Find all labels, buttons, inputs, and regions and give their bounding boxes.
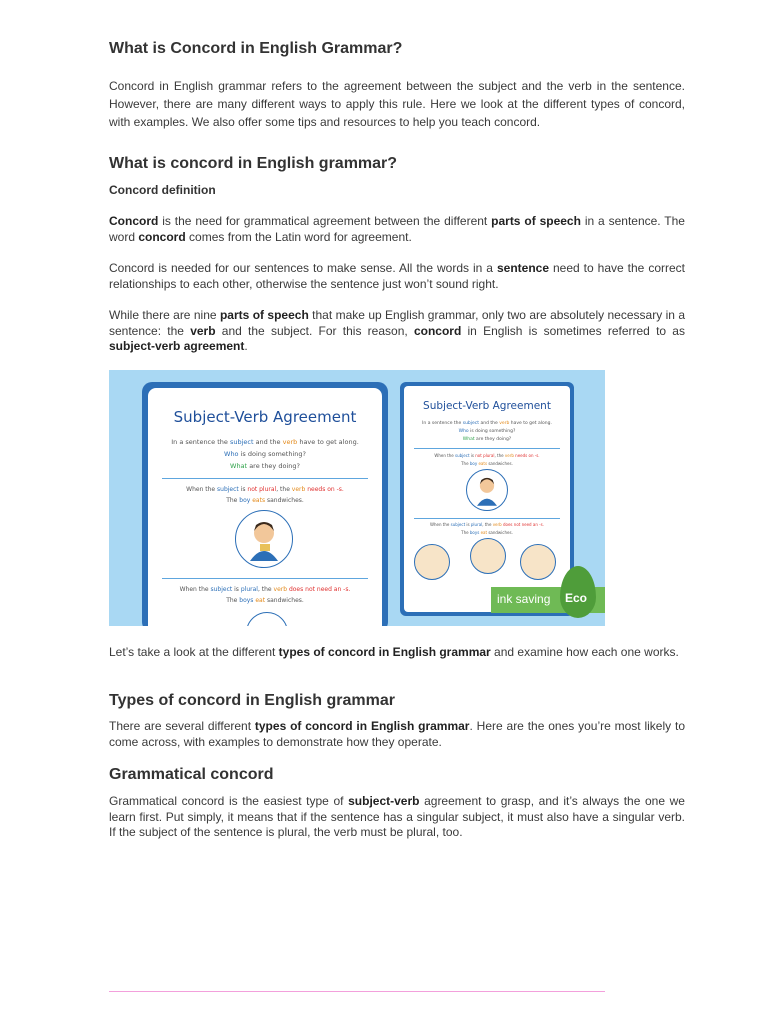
- small-poster: Subject-Verb Agreement In a sentence the subject and the verb have to get along. Who is doing something? What are they doing? When the subject is not plural, the verb needs on -s. The boy eats sandwiches. When the subject is plural, the verb does not need an -s. The boys eat sandwiches.: [400, 382, 574, 616]
- kid-illustration-2: [470, 538, 506, 574]
- grammatical-concord-paragraph: Grammatical concord is the easiest type of subject-verb agreement to grasp, and it’s always the one we learn first. Put simply, it means that if the sentence has a singular subject, it must also have a singular verb. If the subject of the sentence is plural, the verb must be plural, too.: [109, 794, 685, 839]
- boy-icon: [236, 511, 292, 567]
- definition-paragraph: Concord is the need for grammatical agreement between the different parts of speech in a sentence. The word concord comes from the Latin word for agreement.: [109, 214, 685, 244]
- concord-definition-heading: Concord definition: [109, 183, 216, 197]
- types-intro-paragraph: Let’s take a look at the different types of concord in English grammar and examine how each one works.: [109, 645, 679, 659]
- poster-rule-1: When the subject is not plural, the verb needs on -s.: [186, 486, 344, 493]
- poster-title: Subject-Verb Agreement: [173, 408, 357, 426]
- section-heading-types: Types of concord in English grammar: [109, 692, 395, 709]
- poster-example-1: The boy eats sandwiches.: [226, 497, 304, 504]
- poster-line-3: What are they doing?: [230, 462, 300, 470]
- parts-of-speech-paragraph: While there are nine parts of speech that make up English grammar, only two are absolutely necessary in a sentence: the verb and the subject. For this reason, concord in English is sometimes referred to as subject-verb agreement.: [109, 308, 685, 353]
- types-paragraph: There are several different types of concord in English grammar. Here are the ones you’re most likely to come across, with examples to demonstrate how they operate.: [109, 719, 685, 749]
- poster-line-1: In a sentence the subject and the verb have to get along.: [171, 438, 359, 446]
- boy-eating-illustration: [235, 510, 293, 568]
- sense-paragraph: Concord is needed for our sentences to make sense. All the words in a sentence need to have the correct relationships to each other, otherwise the sentence just won’t sound right.: [109, 261, 685, 291]
- small-poster-title: Subject-Verb Agreement: [423, 400, 551, 412]
- kid-illustration-1: [414, 544, 450, 580]
- intro-paragraph: Concord in English grammar refers to the agreement between the subject and the verb in the sentence. However, there are many different ways to apply this rule. Here we look at the different types of concord, with examples. We also offer some tips and resources to help you teach concord.: [109, 79, 685, 129]
- boy-icon: [467, 470, 507, 510]
- poster-rule-2: When the subject is plural, the verb does not need an -s.: [179, 586, 351, 593]
- section-heading-what-is-concord: What is concord in English grammar?: [109, 155, 398, 172]
- large-poster: [142, 382, 388, 626]
- ink-saving-badge: ink saving: [491, 587, 605, 613]
- section-heading-grammatical-concord: Grammatical concord: [109, 766, 274, 783]
- poster-line-2: Who is doing something?: [224, 450, 306, 458]
- eco-leaf-icon: Eco: [560, 566, 596, 618]
- footer-divider: [109, 991, 605, 992]
- kid-illustration-3: [520, 544, 556, 580]
- poster-example-2: The boys eat sandwiches.: [226, 597, 304, 604]
- page-title: What is Concord in English Grammar?: [109, 40, 403, 57]
